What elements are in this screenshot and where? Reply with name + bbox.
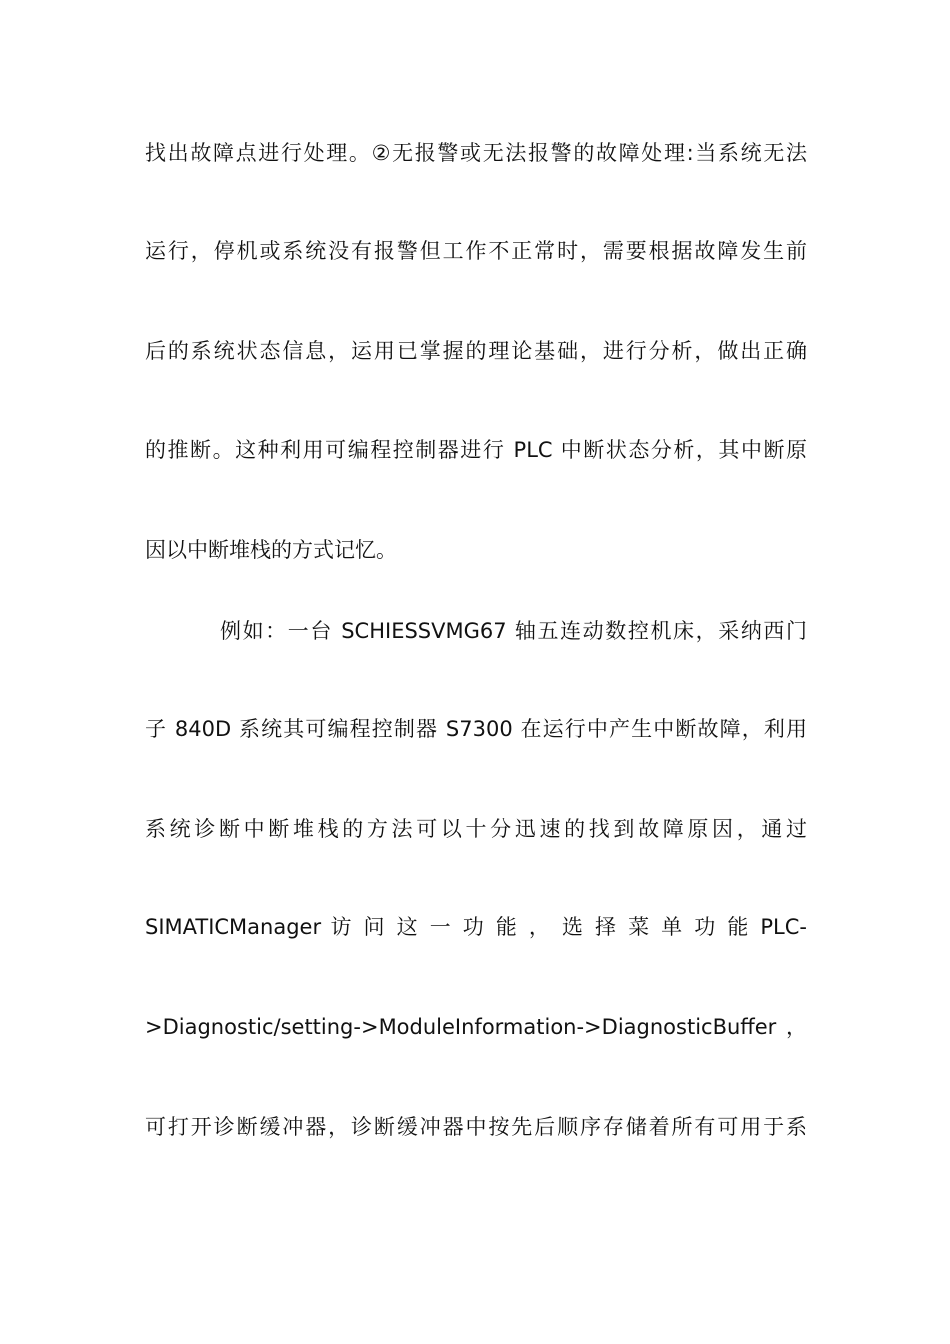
text-line-10: >Diagnostic/setting->ModuleInformation->DiagnosticBuffer ，: [145, 1015, 807, 1039]
text-line-7: 子 840D 系统其可编程控制器 S7300 在运行中产生中断故障，利用: [145, 717, 807, 741]
text-line-2: 运行，停机或系统没有报警但工作不正常时，需要根据故障发生前: [145, 239, 807, 263]
text-line-3: 后的系统状态信息，运用已掌握的理论基础，进行分析，做出正确: [145, 339, 807, 363]
text-line-11: 可打开诊断缓冲器，诊断缓冲器中按先后顺序存储着所有可用于系: [145, 1115, 807, 1139]
text-line-8: 系统诊断中断堆栈的方法可以十分迅速的找到故障原因，通过: [145, 817, 807, 841]
text-line-5: 因以中断堆栈的方式记忆。: [145, 538, 397, 562]
text-line-1: 找出故障点进行处理。②无报警或无法报警的故障处理:当系统无法: [145, 141, 807, 165]
paragraph-start-line: 例如：一台 SCHIESSVMG67 轴五连动数控机床，采纳西门: [220, 619, 807, 643]
text-line-9: SIMATICManager 访 问 这 一 功 能 ， 选 择 菜 单 功 能 PLC-: [145, 915, 807, 939]
text-line-4: 的推断。这种利用可编程控制器进行 PLC 中断状态分析，其中断原: [145, 438, 807, 462]
